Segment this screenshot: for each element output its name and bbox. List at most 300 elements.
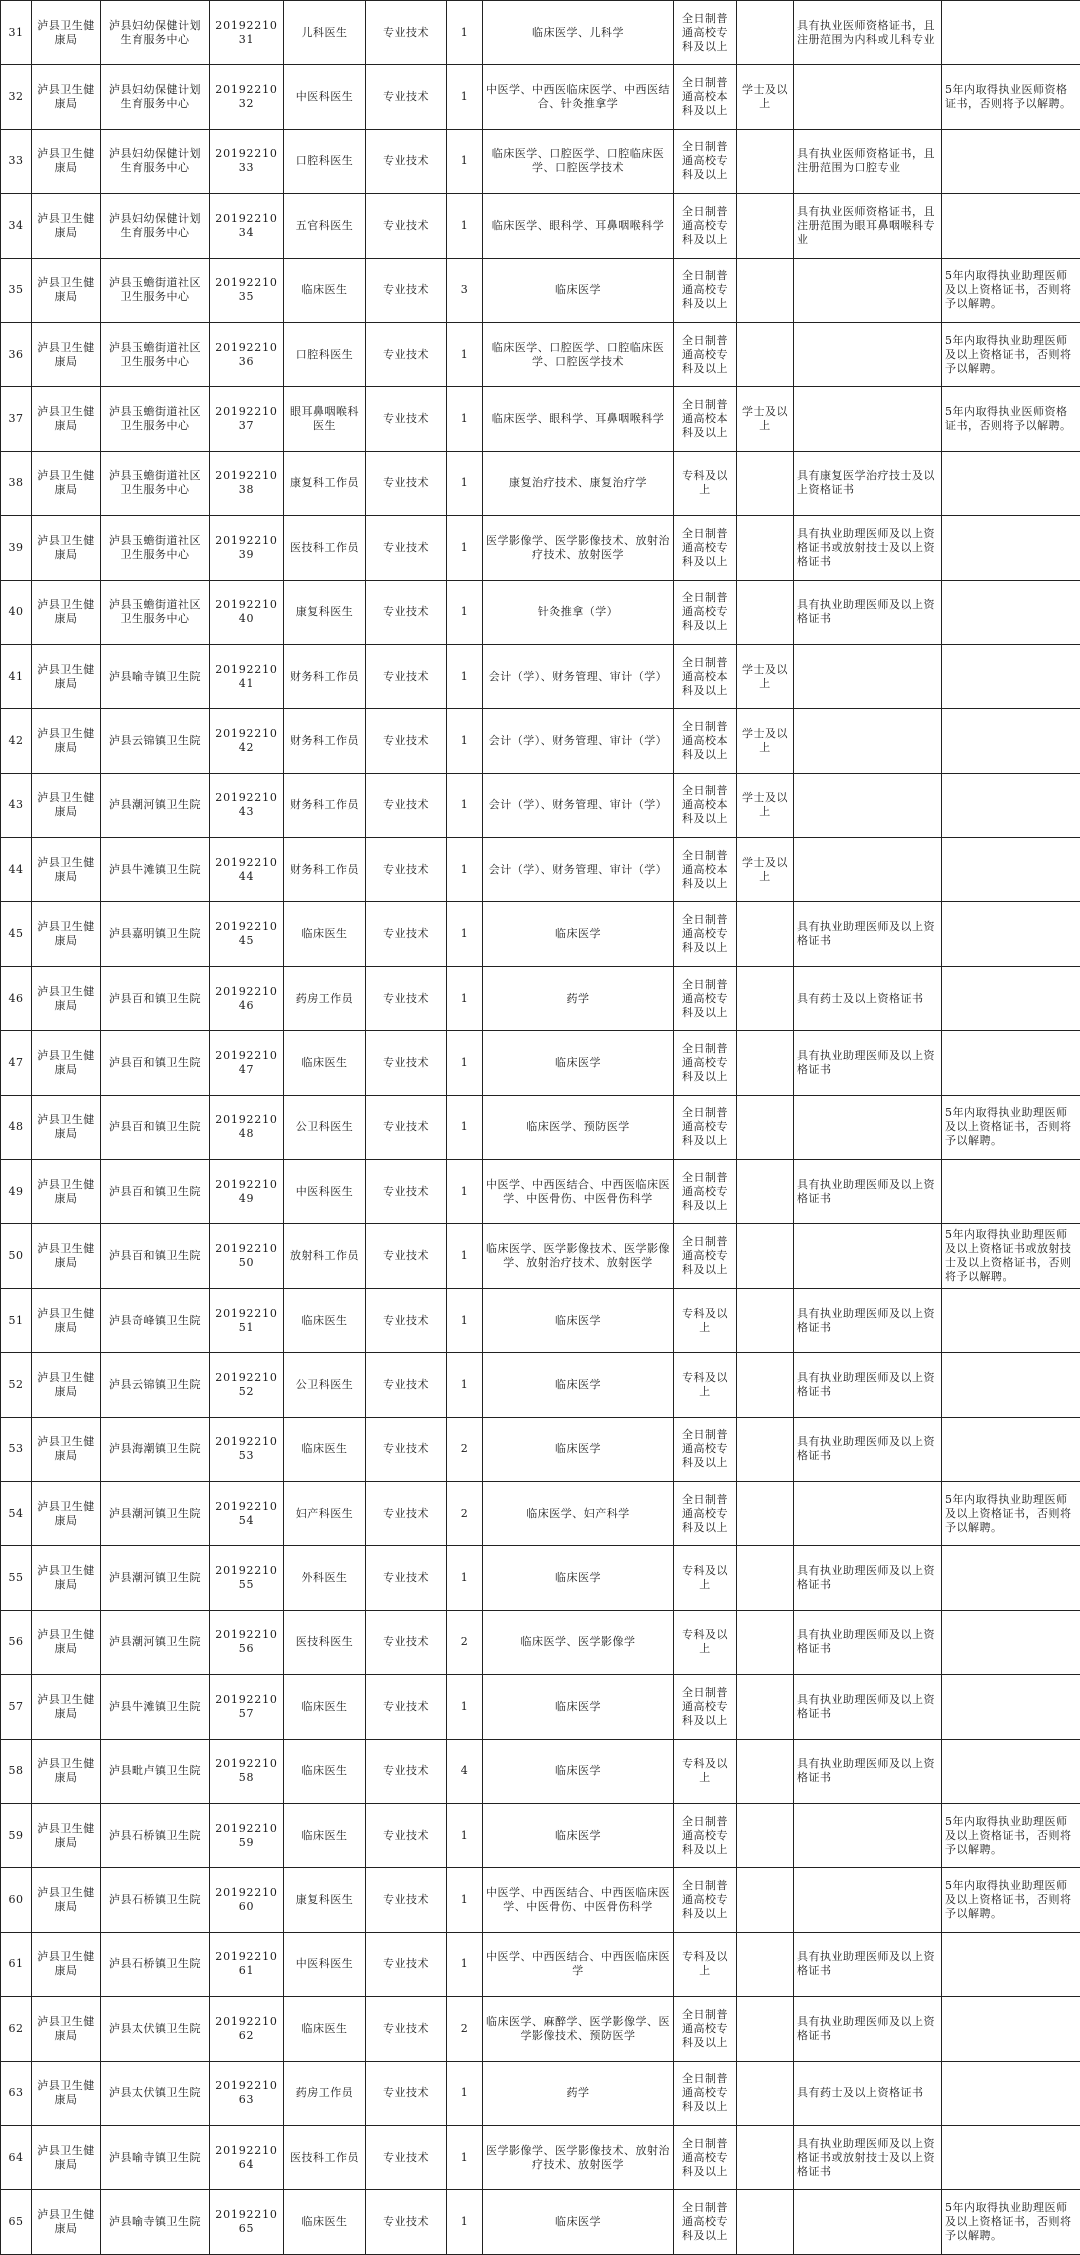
department-cell: 泸县卫生健康局: [32, 838, 101, 902]
major-cell: 临床医学: [483, 1675, 674, 1739]
other-requirements-cell: 具有执业助理医师及以上资格证书: [794, 1031, 942, 1095]
other-requirements-cell: 具有执业助理医师及以上资格证书: [794, 1997, 942, 2061]
position-category-cell: 专业技术: [366, 1224, 447, 1288]
degree-cell: [737, 129, 794, 193]
position-code-cell: 2019221050: [210, 1224, 284, 1288]
headcount-cell: 4: [447, 1739, 483, 1803]
position-category-cell: 专业技术: [366, 322, 447, 386]
remarks-cell: [942, 2061, 1080, 2125]
headcount-cell: 1: [447, 1868, 483, 1932]
employer-cell: 泸县牛滩镇卫生院: [101, 838, 210, 902]
position-category-cell: 专业技术: [366, 65, 447, 129]
row-number-cell: 62: [1, 1997, 32, 2061]
degree-cell: [737, 1288, 794, 1352]
headcount-cell: 1: [447, 1932, 483, 1996]
major-cell: 药学: [483, 966, 674, 1030]
remarks-cell: [942, 1932, 1080, 1996]
remarks-cell: [942, 1160, 1080, 1224]
position-name-cell: 儿科医生: [284, 1, 366, 65]
employer-cell: 泸县石桥镇卫生院: [101, 1932, 210, 1996]
table-row: [1, 1803, 1080, 1867]
remarks-cell: [942, 194, 1080, 258]
remarks-cell: 5年内取得执业助理医师及以上资格证书，否则将予以解聘。: [942, 1803, 1080, 1867]
department-cell: 泸县卫生健康局: [32, 322, 101, 386]
education-cell: 全日制普通高校专科及以上: [674, 1031, 737, 1095]
headcount-cell: 3: [447, 258, 483, 322]
position-code-cell: 2019221059: [210, 1803, 284, 1867]
row-number-cell: 43: [1, 773, 32, 837]
degree-cell: [737, 1, 794, 65]
table-row: [1, 2190, 1080, 2254]
degree-cell: [737, 516, 794, 580]
position-code-cell: 2019221034: [210, 194, 284, 258]
degree-cell: [737, 2061, 794, 2125]
remarks-cell: [942, 1997, 1080, 2061]
education-cell: 全日制普通高校本科及以上: [674, 644, 737, 708]
position-category-cell: 专业技术: [366, 580, 447, 644]
remarks-cell: [942, 451, 1080, 515]
position-name-cell: 中医科医生: [284, 65, 366, 129]
headcount-cell: 1: [447, 1288, 483, 1352]
position-category-cell: 专业技术: [366, 1288, 447, 1352]
row-number-cell: 34: [1, 194, 32, 258]
table-row: [1, 129, 1080, 193]
other-requirements-cell: 具有康复医学治疗技士及以上资格证书: [794, 451, 942, 515]
headcount-cell: 1: [447, 966, 483, 1030]
remarks-cell: [942, 1546, 1080, 1610]
degree-cell: [737, 1675, 794, 1739]
position-code-cell: 2019221032: [210, 65, 284, 129]
degree-cell: [737, 1160, 794, 1224]
education-cell: 全日制普通高校专科及以上: [674, 1803, 737, 1867]
education-cell: 全日制普通高校专科及以上: [674, 1481, 737, 1545]
education-cell: 全日制普通高校专科及以上: [674, 1675, 737, 1739]
position-code-cell: 2019221051: [210, 1288, 284, 1352]
education-cell: 全日制普通高校专科及以上: [674, 2125, 737, 2189]
table-row: [1, 1095, 1080, 1159]
row-number-cell: 64: [1, 2125, 32, 2189]
position-code-cell: 2019221041: [210, 644, 284, 708]
table-row: [1, 1481, 1080, 1545]
employer-cell: 泸县玉蟾街道社区卫生服务中心: [101, 258, 210, 322]
other-requirements-cell: [794, 1481, 942, 1545]
education-cell: 全日制普通高校本科及以上: [674, 709, 737, 773]
headcount-cell: 1: [447, 838, 483, 902]
headcount-cell: 1: [447, 1675, 483, 1739]
position-category-cell: 专业技术: [366, 516, 447, 580]
degree-cell: [737, 1224, 794, 1288]
table-row: [1, 1546, 1080, 1610]
table-row: [1, 966, 1080, 1030]
major-cell: 会计（学）、财务管理、审计（学）: [483, 644, 674, 708]
other-requirements-cell: [794, 838, 942, 902]
position-name-cell: 临床医生: [284, 1997, 366, 2061]
position-name-cell: 财务科工作员: [284, 838, 366, 902]
employer-cell: 泸县百和镇卫生院: [101, 1160, 210, 1224]
degree-cell: [737, 1868, 794, 1932]
table-row: [1, 65, 1080, 129]
position-category-cell: 专业技术: [366, 1353, 447, 1417]
position-name-cell: 财务科工作员: [284, 709, 366, 773]
other-requirements-cell: 具有执业助理医师及以上资格证书或放射技士及以上资格证书: [794, 516, 942, 580]
remarks-cell: [942, 644, 1080, 708]
major-cell: 临床医学: [483, 1353, 674, 1417]
position-category-cell: 专业技术: [366, 1481, 447, 1545]
employer-cell: 泸县妇幼保健计划生育服务中心: [101, 1, 210, 65]
row-number-cell: 37: [1, 387, 32, 451]
other-requirements-cell: [794, 773, 942, 837]
table-row: [1, 1224, 1080, 1288]
row-number-cell: 50: [1, 1224, 32, 1288]
position-name-cell: 药房工作员: [284, 2061, 366, 2125]
table-row: [1, 773, 1080, 837]
other-requirements-cell: 具有执业助理医师及以上资格证书: [794, 1932, 942, 1996]
table-body: [1, 1, 1080, 2255]
row-number-cell: 46: [1, 966, 32, 1030]
major-cell: 会计（学）、财务管理、审计（学）: [483, 838, 674, 902]
degree-cell: [737, 1353, 794, 1417]
other-requirements-cell: 具有执业医师资格证书，且注册范围为眼耳鼻咽喉科专业: [794, 194, 942, 258]
major-cell: 临床医学: [483, 2190, 674, 2254]
remarks-cell: 5年内取得执业助理医师及以上资格证书，否则将予以解聘。: [942, 322, 1080, 386]
headcount-cell: 1: [447, 65, 483, 129]
employer-cell: 泸县潮河镇卫生院: [101, 773, 210, 837]
position-code-cell: 2019221047: [210, 1031, 284, 1095]
other-requirements-cell: 具有药士及以上资格证书: [794, 2061, 942, 2125]
table-row: [1, 1610, 1080, 1674]
position-code-cell: 2019221035: [210, 258, 284, 322]
education-cell: 全日制普通高校本科及以上: [674, 387, 737, 451]
major-cell: 临床医学: [483, 1739, 674, 1803]
employer-cell: 泸县玉蟾街道社区卫生服务中心: [101, 322, 210, 386]
headcount-cell: 1: [447, 709, 483, 773]
major-cell: 中医学、中西医结合、中西医临床医学、中医骨伤、中医骨伤科学: [483, 1160, 674, 1224]
degree-cell: 学士及以上: [737, 387, 794, 451]
remarks-cell: 5年内取得执业助理医师及以上资格证书，否则将予以解聘。: [942, 258, 1080, 322]
position-code-cell: 2019221031: [210, 1, 284, 65]
department-cell: 泸县卫生健康局: [32, 387, 101, 451]
other-requirements-cell: 具有执业助理医师及以上资格证书: [794, 1675, 942, 1739]
employer-cell: 泸县石桥镇卫生院: [101, 1868, 210, 1932]
table-row: [1, 2061, 1080, 2125]
position-category-cell: 专业技术: [366, 838, 447, 902]
position-code-cell: 2019221042: [210, 709, 284, 773]
position-code-cell: 2019221049: [210, 1160, 284, 1224]
position-category-cell: 专业技术: [366, 1932, 447, 1996]
department-cell: 泸县卫生健康局: [32, 258, 101, 322]
education-cell: 专科及以上: [674, 1288, 737, 1352]
position-code-cell: 2019221043: [210, 773, 284, 837]
degree-cell: 学士及以上: [737, 644, 794, 708]
department-cell: 泸县卫生健康局: [32, 966, 101, 1030]
position-category-cell: 专业技术: [366, 2125, 447, 2189]
degree-cell: [737, 580, 794, 644]
department-cell: 泸县卫生健康局: [32, 709, 101, 773]
remarks-cell: 5年内取得执业助理医师及以上资格证书，否则将予以解聘。: [942, 1481, 1080, 1545]
row-number-cell: 56: [1, 1610, 32, 1674]
employer-cell: 泸县奇峰镇卫生院: [101, 1288, 210, 1352]
major-cell: 临床医学、医学影像技术、医学影像学、放射治疗技术、放射医学: [483, 1224, 674, 1288]
position-code-cell: 2019221065: [210, 2190, 284, 2254]
other-requirements-cell: 具有执业医师资格证书，且注册范围为内科或儿科专业: [794, 1, 942, 65]
position-code-cell: 2019221062: [210, 1997, 284, 2061]
position-category-cell: 专业技术: [366, 194, 447, 258]
position-name-cell: 康复科工作员: [284, 451, 366, 515]
position-category-cell: 专业技术: [366, 1160, 447, 1224]
position-name-cell: 临床医生: [284, 902, 366, 966]
major-cell: 临床医学: [483, 1288, 674, 1352]
education-cell: 全日制普通高校专科及以上: [674, 1160, 737, 1224]
department-cell: 泸县卫生健康局: [32, 194, 101, 258]
position-category-cell: 专业技术: [366, 129, 447, 193]
other-requirements-cell: [794, 2190, 942, 2254]
employer-cell: 泸县潮河镇卫生院: [101, 1546, 210, 1610]
education-cell: 全日制普通高校专科及以上: [674, 1, 737, 65]
education-cell: 全日制普通高校本科及以上: [674, 773, 737, 837]
other-requirements-cell: 具有执业助理医师及以上资格证书或放射技士及以上资格证书: [794, 2125, 942, 2189]
headcount-cell: 1: [447, 2190, 483, 2254]
position-code-cell: 2019221052: [210, 1353, 284, 1417]
position-name-cell: 康复科医生: [284, 580, 366, 644]
headcount-cell: 1: [447, 2125, 483, 2189]
row-number-cell: 31: [1, 1, 32, 65]
department-cell: 泸县卫生健康局: [32, 1675, 101, 1739]
position-code-cell: 2019221063: [210, 2061, 284, 2125]
row-number-cell: 35: [1, 258, 32, 322]
remarks-cell: [942, 1417, 1080, 1481]
employer-cell: 泸县妇幼保健计划生育服务中心: [101, 129, 210, 193]
major-cell: 临床医学、妇产科学: [483, 1481, 674, 1545]
degree-cell: [737, 1997, 794, 2061]
row-number-cell: 40: [1, 580, 32, 644]
position-category-cell: 专业技术: [366, 1803, 447, 1867]
headcount-cell: 1: [447, 322, 483, 386]
position-name-cell: 公卫科医生: [284, 1353, 366, 1417]
row-number-cell: 44: [1, 838, 32, 902]
employer-cell: 泸县云锦镇卫生院: [101, 709, 210, 773]
position-category-cell: 专业技术: [366, 258, 447, 322]
row-number-cell: 47: [1, 1031, 32, 1095]
employer-cell: 泸县毗卢镇卫生院: [101, 1739, 210, 1803]
department-cell: 泸县卫生健康局: [32, 1160, 101, 1224]
table-row: [1, 1675, 1080, 1739]
table-row: [1, 709, 1080, 773]
headcount-cell: 1: [447, 1224, 483, 1288]
education-cell: 全日制普通高校专科及以上: [674, 1868, 737, 1932]
row-number-cell: 51: [1, 1288, 32, 1352]
other-requirements-cell: 具有执业助理医师及以上资格证书: [794, 1546, 942, 1610]
education-cell: 全日制普通高校专科及以上: [674, 129, 737, 193]
department-cell: 泸县卫生健康局: [32, 1031, 101, 1095]
employer-cell: 泸县玉蟾街道社区卫生服务中心: [101, 516, 210, 580]
department-cell: 泸县卫生健康局: [32, 644, 101, 708]
position-name-cell: 临床医生: [284, 1031, 366, 1095]
other-requirements-cell: [794, 1868, 942, 1932]
position-name-cell: 中医科医生: [284, 1160, 366, 1224]
position-code-cell: 2019221037: [210, 387, 284, 451]
department-cell: 泸县卫生健康局: [32, 580, 101, 644]
department-cell: 泸县卫生健康局: [32, 1546, 101, 1610]
other-requirements-cell: [794, 644, 942, 708]
row-number-cell: 39: [1, 516, 32, 580]
position-name-cell: 中医科医生: [284, 1932, 366, 1996]
other-requirements-cell: 具有执业助理医师及以上资格证书: [794, 1288, 942, 1352]
education-cell: 专科及以上: [674, 1932, 737, 1996]
row-number-cell: 38: [1, 451, 32, 515]
table-row: [1, 2125, 1080, 2189]
degree-cell: [737, 1031, 794, 1095]
education-cell: 全日制普通高校专科及以上: [674, 258, 737, 322]
position-code-cell: 2019221036: [210, 322, 284, 386]
education-cell: 全日制普通高校专科及以上: [674, 2061, 737, 2125]
position-category-cell: 专业技术: [366, 773, 447, 837]
department-cell: 泸县卫生健康局: [32, 1997, 101, 2061]
department-cell: 泸县卫生健康局: [32, 1868, 101, 1932]
degree-cell: [737, 1610, 794, 1674]
major-cell: 中医学、中西医临床医学、中西医结合、针灸推拿学: [483, 65, 674, 129]
table-row: [1, 644, 1080, 708]
major-cell: 临床医学、医学影像学: [483, 1610, 674, 1674]
other-requirements-cell: 具有执业助理医师及以上资格证书: [794, 1160, 942, 1224]
row-number-cell: 55: [1, 1546, 32, 1610]
headcount-cell: 1: [447, 516, 483, 580]
row-number-cell: 48: [1, 1095, 32, 1159]
other-requirements-cell: 具有执业助理医师及以上资格证书: [794, 1353, 942, 1417]
education-cell: 全日制普通高校专科及以上: [674, 580, 737, 644]
department-cell: 泸县卫生健康局: [32, 1803, 101, 1867]
position-code-cell: 2019221060: [210, 1868, 284, 1932]
headcount-cell: 2: [447, 1997, 483, 2061]
position-name-cell: 口腔科医生: [284, 322, 366, 386]
degree-cell: [737, 1803, 794, 1867]
major-cell: 临床医学、眼科学、耳鼻咽喉科学: [483, 387, 674, 451]
position-category-cell: 专业技术: [366, 1, 447, 65]
department-cell: 泸县卫生健康局: [32, 2061, 101, 2125]
remarks-cell: [942, 902, 1080, 966]
education-cell: 全日制普通高校专科及以上: [674, 902, 737, 966]
remarks-cell: 5年内取得执业医师资格证书，否则将予以解聘。: [942, 65, 1080, 129]
table-row: [1, 1997, 1080, 2061]
headcount-cell: 2: [447, 1610, 483, 1674]
position-name-cell: 外科医生: [284, 1546, 366, 1610]
position-name-cell: 临床医生: [284, 2190, 366, 2254]
employer-cell: 泸县喻寺镇卫生院: [101, 2125, 210, 2189]
headcount-cell: 2: [447, 1481, 483, 1545]
department-cell: 泸县卫生健康局: [32, 1095, 101, 1159]
major-cell: 临床医学: [483, 902, 674, 966]
position-category-cell: 专业技术: [366, 1417, 447, 1481]
degree-cell: [737, 1932, 794, 1996]
other-requirements-cell: 具有执业助理医师及以上资格证书: [794, 1610, 942, 1674]
remarks-cell: [942, 129, 1080, 193]
position-name-cell: 医技科医生: [284, 1610, 366, 1674]
position-category-cell: 专业技术: [366, 966, 447, 1030]
table-row: [1, 387, 1080, 451]
position-name-cell: 临床医生: [284, 1288, 366, 1352]
education-cell: 全日制普通高校专科及以上: [674, 516, 737, 580]
degree-cell: 学士及以上: [737, 65, 794, 129]
table-row: [1, 1160, 1080, 1224]
remarks-cell: [942, 580, 1080, 644]
position-name-cell: 康复科医生: [284, 1868, 366, 1932]
major-cell: 临床医学、儿科学: [483, 1, 674, 65]
position-category-cell: 专业技术: [366, 2190, 447, 2254]
position-category-cell: 专业技术: [366, 1095, 447, 1159]
position-category-cell: 专业技术: [366, 1675, 447, 1739]
degree-cell: [737, 2125, 794, 2189]
employer-cell: 泸县喻寺镇卫生院: [101, 2190, 210, 2254]
position-category-cell: 专业技术: [366, 1739, 447, 1803]
table-row: [1, 516, 1080, 580]
degree-cell: [737, 451, 794, 515]
employer-cell: 泸县云锦镇卫生院: [101, 1353, 210, 1417]
position-code-cell: 2019221056: [210, 1610, 284, 1674]
degree-cell: 学士及以上: [737, 773, 794, 837]
position-code-cell: 2019221054: [210, 1481, 284, 1545]
major-cell: 临床医学: [483, 1803, 674, 1867]
table-row: [1, 1868, 1080, 1932]
major-cell: 临床医学: [483, 1417, 674, 1481]
position-code-cell: 2019221061: [210, 1932, 284, 1996]
headcount-cell: 1: [447, 1353, 483, 1417]
headcount-cell: 1: [447, 194, 483, 258]
headcount-cell: 1: [447, 1031, 483, 1095]
row-number-cell: 49: [1, 1160, 32, 1224]
table-row: [1, 1739, 1080, 1803]
employer-cell: 泸县玉蟾街道社区卫生服务中心: [101, 387, 210, 451]
education-cell: 全日制普通高校专科及以上: [674, 966, 737, 1030]
row-number-cell: 58: [1, 1739, 32, 1803]
headcount-cell: 2: [447, 1417, 483, 1481]
major-cell: 医学影像学、医学影像技术、放射治疗技术、放射医学: [483, 2125, 674, 2189]
position-category-cell: 专业技术: [366, 1997, 447, 2061]
position-name-cell: 妇产科医生: [284, 1481, 366, 1545]
table-row: [1, 1, 1080, 65]
degree-cell: [737, 1481, 794, 1545]
department-cell: 泸县卫生健康局: [32, 1610, 101, 1674]
remarks-cell: [942, 773, 1080, 837]
row-number-cell: 36: [1, 322, 32, 386]
row-number-cell: 32: [1, 65, 32, 129]
department-cell: 泸县卫生健康局: [32, 1739, 101, 1803]
degree-cell: [737, 258, 794, 322]
department-cell: 泸县卫生健康局: [32, 1481, 101, 1545]
employer-cell: 泸县玉蟾街道社区卫生服务中心: [101, 580, 210, 644]
row-number-cell: 42: [1, 709, 32, 773]
department-cell: 泸县卫生健康局: [32, 773, 101, 837]
department-cell: 泸县卫生健康局: [32, 1353, 101, 1417]
position-category-cell: 专业技术: [366, 1031, 447, 1095]
position-code-cell: 2019221033: [210, 129, 284, 193]
other-requirements-cell: [794, 709, 942, 773]
position-category-cell: 专业技术: [366, 1546, 447, 1610]
position-category-cell: 专业技术: [366, 902, 447, 966]
table-row: [1, 322, 1080, 386]
headcount-cell: 1: [447, 1803, 483, 1867]
major-cell: 临床医学: [483, 258, 674, 322]
major-cell: 临床医学、眼科学、耳鼻咽喉科学: [483, 194, 674, 258]
degree-cell: [737, 1417, 794, 1481]
employer-cell: 泸县百和镇卫生院: [101, 1095, 210, 1159]
row-number-cell: 65: [1, 2190, 32, 2254]
headcount-cell: 1: [447, 2061, 483, 2125]
major-cell: 针灸推拿（学）: [483, 580, 674, 644]
position-category-cell: 专业技术: [366, 387, 447, 451]
position-name-cell: 财务科工作员: [284, 773, 366, 837]
table-row: [1, 902, 1080, 966]
employer-cell: 泸县太伏镇卫生院: [101, 2061, 210, 2125]
education-cell: 全日制普通高校本科及以上: [674, 838, 737, 902]
